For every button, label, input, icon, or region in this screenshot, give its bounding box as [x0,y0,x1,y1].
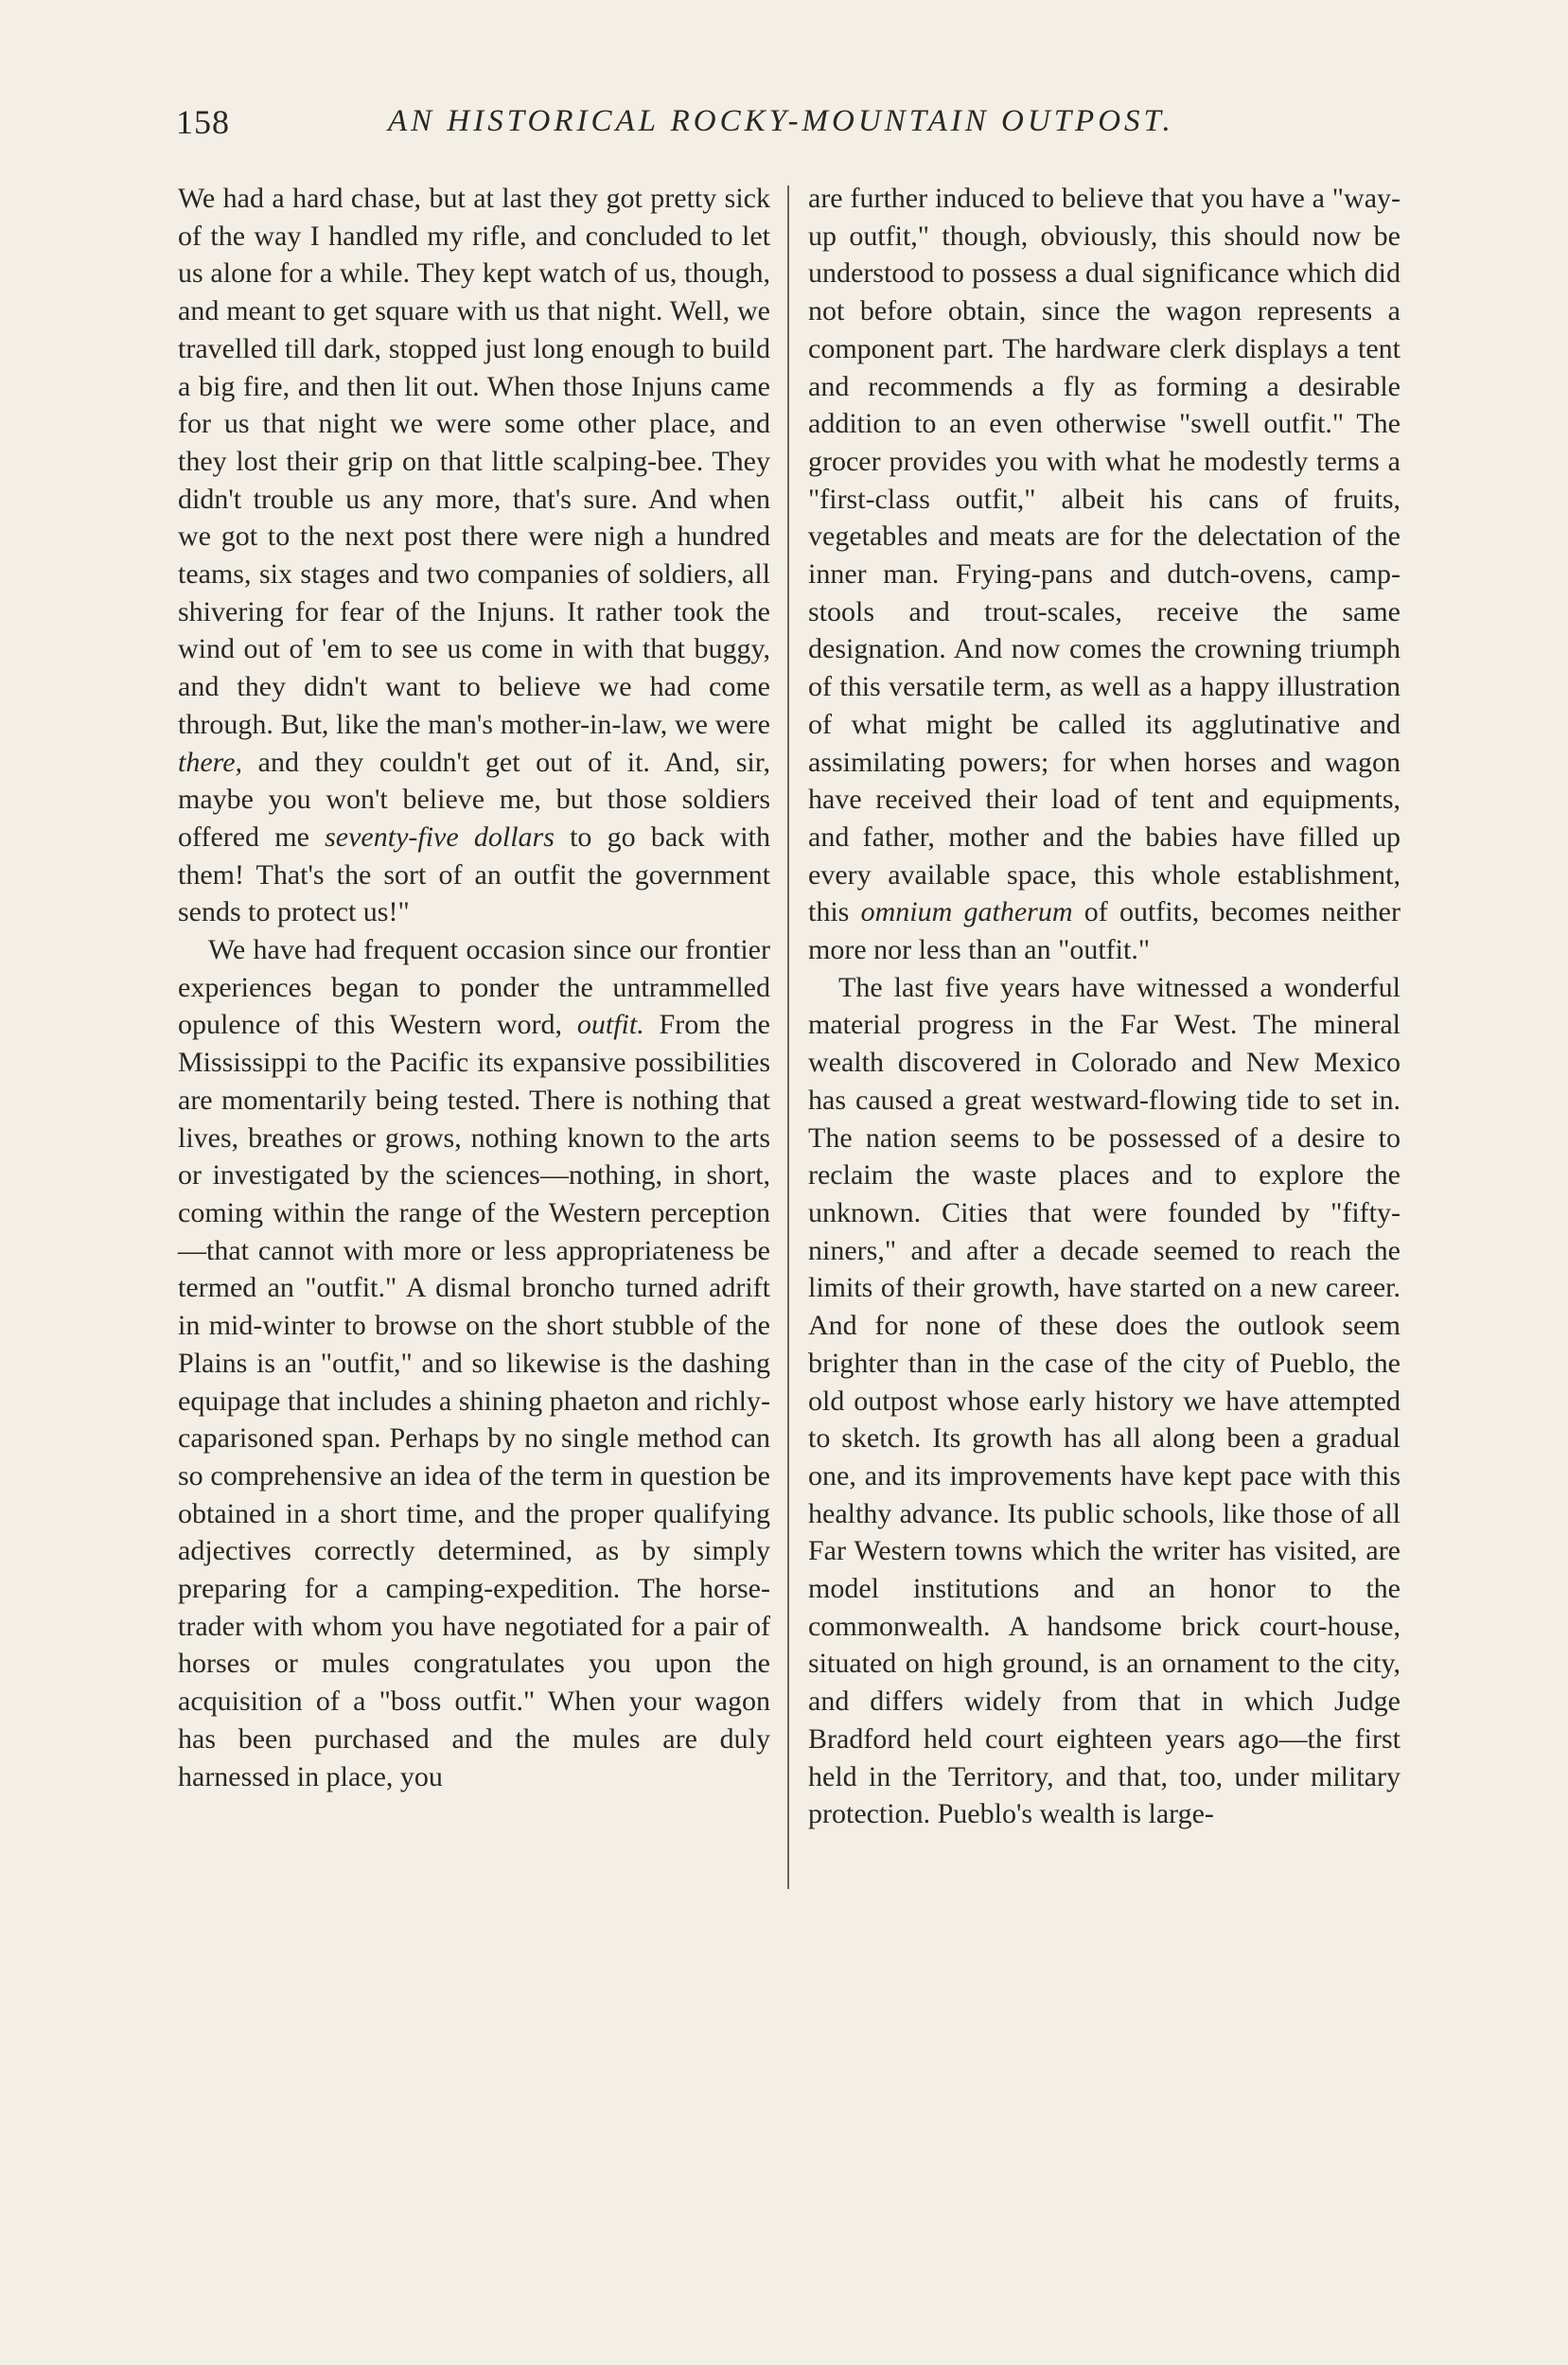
column-divider [787,185,789,1889]
text-run: We have had frequent occasion since our frontier experiences began to ponder the untrammelled opulence of this Western word, [178,934,770,1041]
italic-run: outfit. [576,1009,644,1041]
left-paragraph-1 [178,180,770,931]
page-header [176,102,1406,150]
left-paragraph-2 [178,931,770,1795]
page-number: 158 [176,103,230,141]
right-paragraph-1 [808,180,1401,969]
text-run: to go back with them! That's the sort of an outfit the government sends to protect us!" [178,821,770,928]
text-run: of outfits, becomes neither more nor less than an "outfit." [808,896,1401,966]
italic-run: seventy-five dollars [325,821,555,853]
italic-run: there, [178,746,243,778]
italic-run: omnium gatherum [860,896,1073,928]
right-paragraph-2 [808,969,1401,1833]
text-run: We had a hard chase, but at last they got pretty sick of the way I handled my rifle, and concluded to let us alone for a while. They kept watch of us, though, and meant to get square with us that night. Well, we travelled till dark, stopped just long enough to build a big fire, and then lit out. When those Injuns came for us that night we were some other place, and they lost their grip on that little scalping-bee. They didn't trouble us any more, that's sure. And when we got to the next post there were nigh a hundred teams, six stages and two companies of soldiers, all shivering for fear of the Injuns. It rather took the wind out of 'em to see us come in with that buggy, and they didn't want to believe we had come through. But, like the man's mother-in-law, we were [178,183,770,740]
right-column [808,180,1401,1833]
text-run: are further induced to believe that you have a "way-up outfit," though, obviously, this should now be understood to possess a dual significance which did not before obtain, since the wagon represents a component part. The hardware clerk displays a tent and recommends a fly as forming a desirable addition to an even otherwise "swell outfit." The grocer provides you with what he modestly terms a "first-class outfit," albeit his cans of fruits, vegetables and meats are for the delectation of the inner man. Frying-pans and dutch-ovens, camp-stools and trout-scales, receive the same designation. And now comes the crowning triumph of this versatile term, as well as a happy illustration of what might be called its agglutinative and assimilating powers; for when horses and wagon have received their load of tent and equipments, and father, mother and the babies have filled up every available space, this whole establishment, this [808,183,1401,928]
running-head: AN HISTORICAL ROCKY-MOUNTAIN OUTPOST. [388,104,1174,138]
left-column [178,180,770,1795]
text-run: and they couldn't get out of it. And, sir, maybe you won't believe me, but those soldiers offered me [178,746,770,853]
text-run: The last five years have witnessed a wonderful material progress in the Far West. The mineral wealth discovered in Colorado and New Mexico has caused a great westward-flowing tide to set in. The nation seems to be possessed of a desire to reclaim the waste places and to explore the unknown. Cities that were founded by "fifty-niners," and after a decade seemed to reach the limits of their growth, have started on a new career. And for none of these does the outlook seem brighter than in the case of the city of Pueblo, the old outpost whose early history we have attempted to sketch. Its growth has all along been a gradual one, and its improvements have kept pace with this healthy advance. Its public schools, like those of all Far Western towns which the writer has visited, are model institutions and an honor to the commonwealth. A handsome brick court-house, situated on high ground, is an ornament to the city, and differs widely from that in which Judge Bradford held court eighteen years ago—the first held in the Territory, and that, too, under military protection. Pueblo's wealth is large- [808,971,1401,1830]
text-run: From the Mississippi to the Pacific its expansive possibilities are momentarily being tested. There is nothing that lives, breathes or grows, nothing known to the arts or investigated by the sciences—nothing, in short, coming within the range of the Western perception—that cannot with more or less appropriateness be termed an "outfit." A dismal broncho turned adrift in mid-winter to browse on the short stubble of the Plains is an "outfit," and so likewise is the dashing equipage that includes a shining phaeton and richly-caparisoned span. Perhaps by no single method can so comprehensive an idea of the term in question be obtained in a short time, and the proper qualifying adjectives correctly determined, as by simply preparing for a camping-expedition. The horse-trader with whom you have negotiated for a pair of horses or mules congratulates you upon the acquisition of a "boss outfit." When your wagon has been purchased and the mules are duly harnessed in place, you [178,1009,770,1792]
